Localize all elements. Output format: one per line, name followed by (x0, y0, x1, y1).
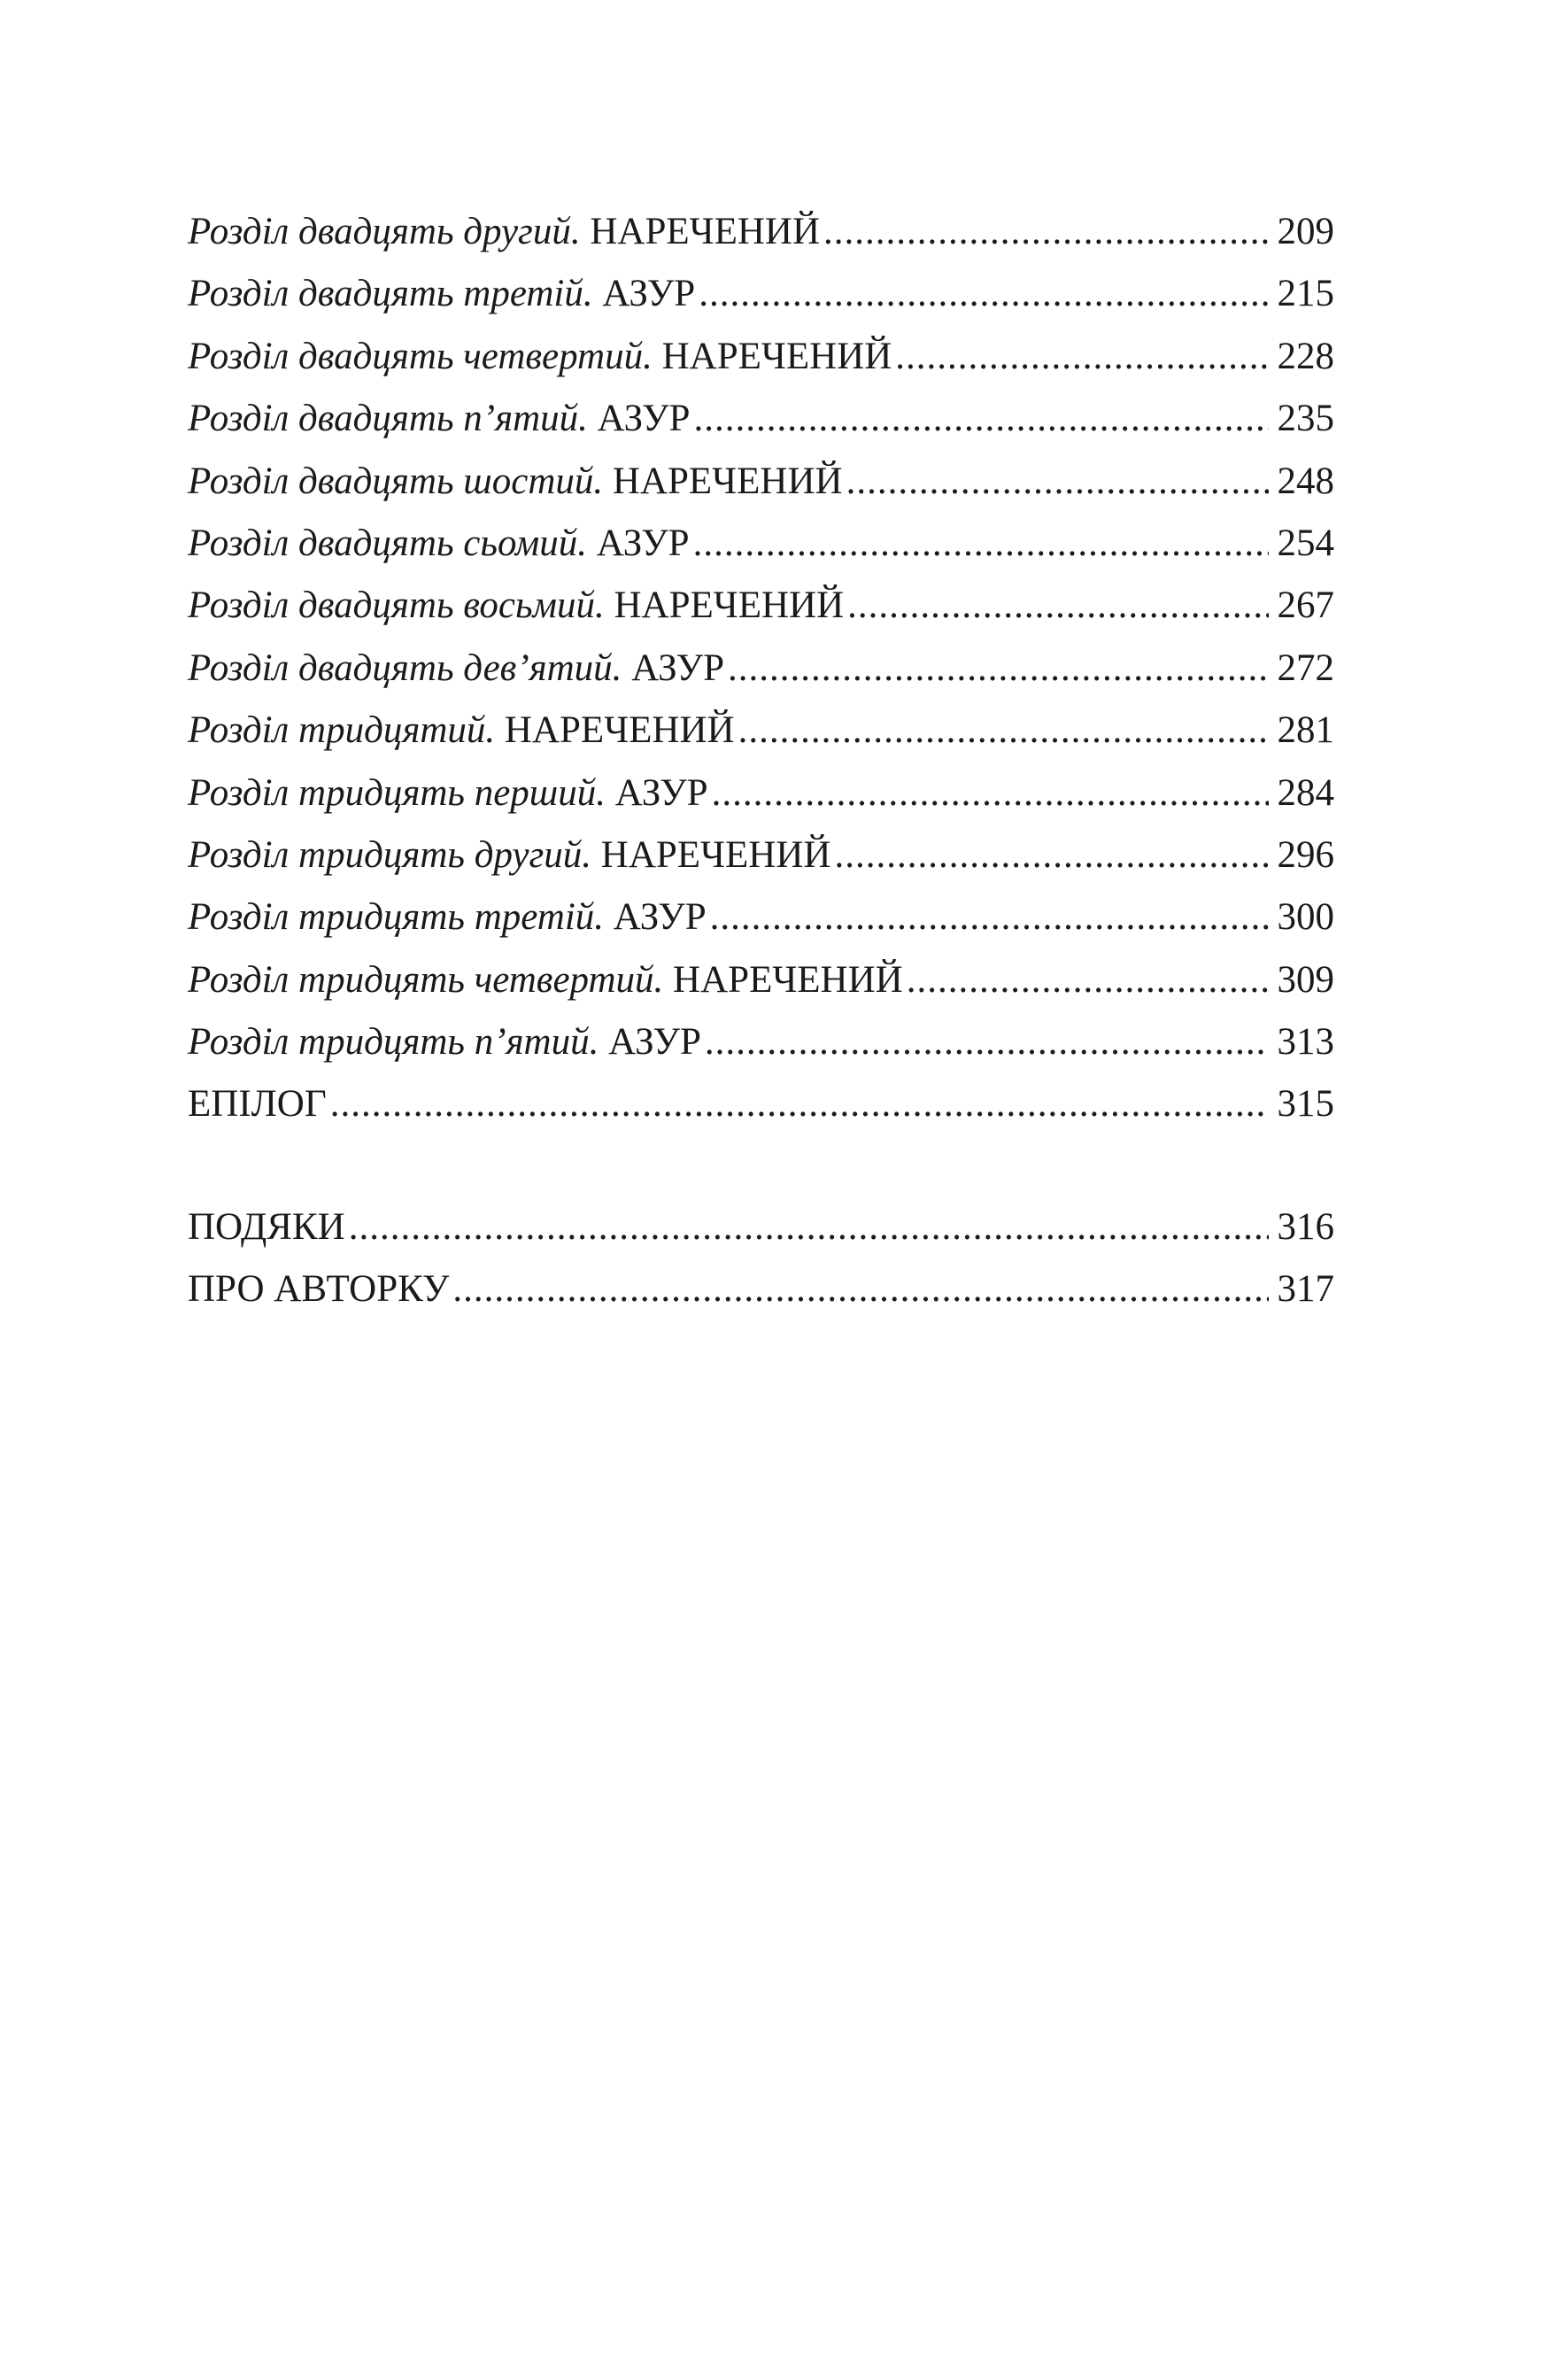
dot-leader (693, 513, 1269, 575)
back-matter-list (188, 1196, 1334, 1321)
toc-entry (188, 201, 1334, 263)
chapter-label: Розділ двадцять четвертий. (188, 335, 653, 377)
dot-leader (330, 1073, 1269, 1135)
toc-entry (188, 1011, 1334, 1073)
page-number: 317 (1277, 1268, 1334, 1311)
section-gap (188, 1136, 1334, 1196)
dot-leader (738, 700, 1269, 762)
chapter-pov: АЗУР (596, 522, 690, 564)
chapter-label: Розділ тридцять четвертий. (188, 958, 664, 1001)
epilogue-title: ЕПІЛОГ (188, 1083, 327, 1126)
entry-title (188, 886, 707, 948)
chapter-pov: НАРЕЧЕНИЙ (614, 584, 845, 627)
page-number: 235 (1277, 398, 1334, 440)
dot-leader (895, 326, 1269, 388)
toc-entry-about-author (188, 1258, 1334, 1320)
chapter-pov: АЗУР (602, 273, 696, 315)
page-number: 228 (1277, 335, 1334, 377)
dot-leader (705, 1011, 1269, 1073)
entry-title (188, 513, 690, 575)
toc-entry (188, 700, 1334, 762)
chapter-label: Розділ двадцять третій. (188, 273, 593, 315)
page-number: 272 (1277, 646, 1334, 689)
entry-title (188, 326, 892, 388)
page-number: 315 (1277, 1083, 1334, 1126)
page-number: 254 (1277, 522, 1334, 564)
chapter-pov: НАРЕЧЕНИЙ (504, 709, 735, 752)
entry-title (188, 949, 903, 1011)
toc-entry (188, 388, 1334, 450)
chapter-pov: АЗУР (631, 646, 724, 689)
table-of-contents (188, 201, 1334, 1321)
dot-leader (834, 824, 1269, 886)
chapter-pov: НАРЕЧЕНИЙ (600, 833, 831, 876)
chapter-pov: АЗУР (613, 896, 707, 939)
chapter-label: Розділ двадцять шостий. (188, 460, 604, 502)
toc-entry (188, 513, 1334, 575)
entry-title (188, 1011, 701, 1073)
chapter-pov: НАРЕЧЕНИЙ (590, 211, 821, 252)
chapter-pov: НАРЕЧЕНИЙ (661, 335, 892, 377)
toc-entry (188, 575, 1334, 637)
dot-leader (907, 949, 1269, 1011)
toc-entry-epilogue (188, 1073, 1334, 1135)
chapter-label: Розділ тридцять перший. (188, 771, 606, 814)
page-number: 248 (1277, 460, 1334, 502)
toc-entry-acknowledgements (188, 1196, 1334, 1258)
chapter-pov: НАРЕЧЕНИЙ (673, 958, 903, 1001)
entry-title (188, 638, 724, 700)
page-number: 309 (1277, 958, 1334, 1001)
chapter-label: Розділ тридцять третій. (188, 896, 605, 939)
dot-leader (846, 451, 1269, 513)
chapter-label: Розділ двадцять дев’ятий. (188, 646, 622, 689)
toc-entry (188, 638, 1334, 700)
page-number: 316 (1277, 1205, 1334, 1248)
page-number: 281 (1277, 709, 1334, 752)
chapter-label: Розділ двадцять восьмий. (188, 584, 605, 627)
entry-title (188, 388, 690, 450)
back-matter-title: ПОДЯКИ (188, 1205, 345, 1248)
page-number: 300 (1277, 896, 1334, 939)
chapter-pov: АЗУР (614, 771, 708, 814)
entry-title (188, 201, 820, 263)
chapter-label: Розділ тридцять другий. (188, 833, 592, 876)
chapter-label: Розділ тридцятий. (188, 709, 496, 752)
dot-leader (693, 388, 1269, 450)
entry-title (188, 762, 708, 824)
dot-leader (712, 762, 1269, 824)
chapter-pov: АЗУР (597, 398, 691, 440)
page-number: 267 (1277, 584, 1334, 627)
chapter-pov: АЗУР (608, 1021, 701, 1064)
entry-title (188, 824, 830, 886)
dot-leader (847, 575, 1269, 637)
toc-entry (188, 326, 1334, 388)
entry-title (188, 575, 844, 637)
dot-leader (710, 886, 1269, 948)
entry-title (188, 451, 843, 513)
dot-leader (699, 263, 1269, 325)
toc-entry (188, 263, 1334, 325)
dot-leader (452, 1258, 1269, 1320)
toc-entry (188, 886, 1334, 948)
chapter-label: Розділ тридцять п’ятий. (188, 1021, 599, 1064)
toc-entry (188, 762, 1334, 824)
chapter-pov: НАРЕЧЕНИЙ (612, 460, 843, 502)
back-matter-title: ПРО АВТОРКУ (188, 1268, 450, 1311)
toc-entry (188, 824, 1334, 886)
chapter-label: Розділ двадцять п’ятий. (188, 398, 588, 440)
chapter-label: Розділ двадцять сьомий. (188, 522, 587, 564)
dot-leader (728, 638, 1269, 700)
page-number: 313 (1277, 1021, 1334, 1064)
toc-entry (188, 949, 1334, 1011)
toc-entry (188, 451, 1334, 513)
entry-title (188, 700, 735, 762)
entry-title (188, 263, 695, 325)
page-number: 215 (1277, 273, 1334, 315)
chapter-label: Розділ двадцять другий. (188, 211, 581, 252)
dot-leader (823, 201, 1269, 263)
page-number: 296 (1277, 833, 1334, 876)
page-number: 209 (1277, 211, 1334, 252)
chapter-list (188, 201, 1334, 1073)
page-number: 284 (1277, 771, 1334, 814)
dot-leader (349, 1196, 1269, 1258)
